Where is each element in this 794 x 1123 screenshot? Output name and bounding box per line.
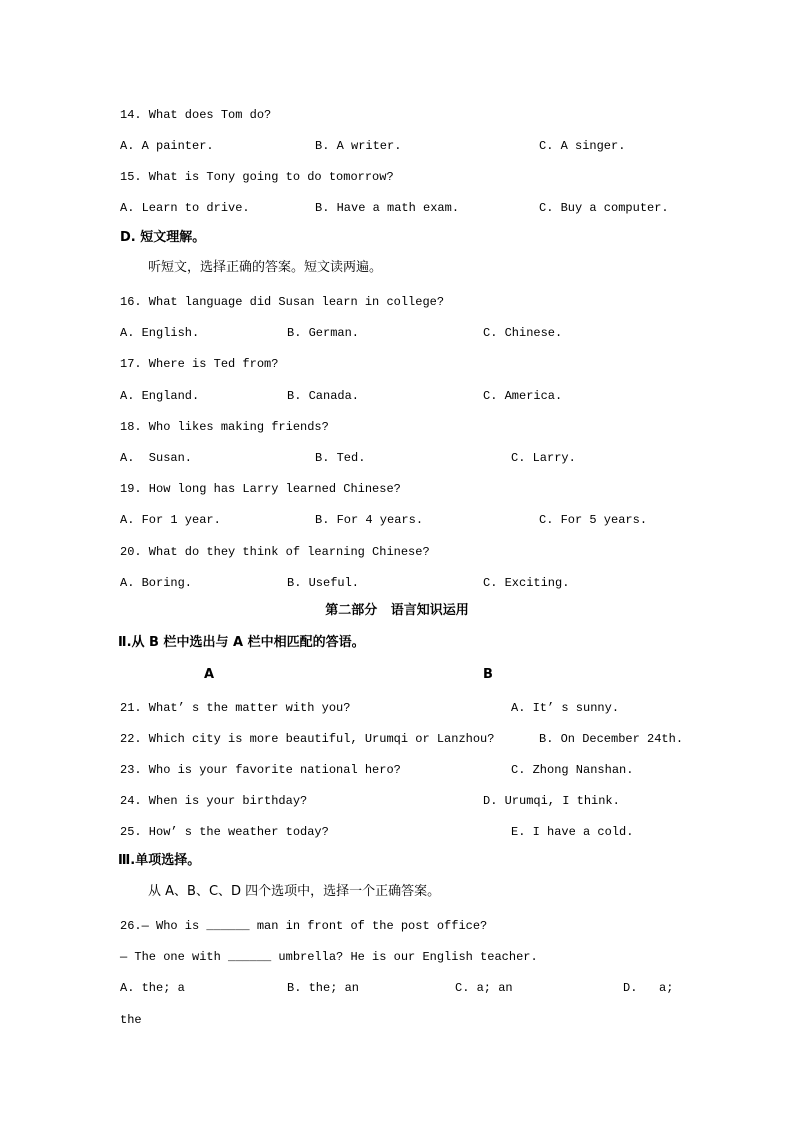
match-25-left: 25. How’ s the weather today?	[120, 825, 329, 839]
option-19-c: C. For 5 years.	[539, 513, 648, 527]
column-a-header: A	[204, 667, 215, 682]
match-25-right: E. I have a cold.	[511, 825, 634, 839]
option-17-c: C. America.	[483, 389, 563, 403]
option-16-a: A. English.	[120, 326, 200, 340]
option-26-a: A. the; a	[120, 981, 185, 995]
option-17-b: B. Canada.	[287, 389, 360, 403]
option-19-b: B. For 4 years.	[315, 513, 424, 527]
question-19: 19. How long has Larry learned Chinese?	[120, 482, 401, 496]
section-d-title: D. 短文理解。	[120, 230, 206, 245]
match-23-right: C. Zhong Nanshan.	[511, 763, 634, 777]
option-15-a: A. Learn to drive.	[120, 201, 250, 215]
section-d-instruction: 听短文，选择正确的答案。短文读两遍。	[148, 260, 383, 275]
option-16-b: B. German.	[287, 326, 360, 340]
question-15: 15. What is Tony going to do tomorrow?	[120, 170, 394, 184]
option-20-b: B. Useful.	[287, 576, 360, 590]
option-19-a: A. For 1 year.	[120, 513, 221, 527]
option-14-b: B. A writer.	[315, 139, 402, 153]
option-18-c: C. Larry.	[511, 451, 576, 465]
option-26-c: C. a; an	[455, 981, 513, 995]
option-15-b: B. Have a math exam.	[315, 201, 460, 215]
part-2-title: 第二部分 语言知识运用	[325, 603, 469, 618]
question-16: 16. What language did Susan learn in college?	[120, 295, 445, 309]
option-26-d: D. a;	[623, 981, 674, 995]
section-iii-instruction: 从 A、B、C、D 四个选项中，选择一个正确答案。	[148, 884, 441, 899]
option-14-a: A. A painter.	[120, 139, 214, 153]
option-15-c: C. Buy a computer.	[539, 201, 669, 215]
option-20-a: A. Boring.	[120, 576, 193, 590]
column-b-header: B	[483, 667, 493, 682]
match-22-right: B. On December 24th.	[539, 732, 684, 746]
question-18: 18. Who likes making friends?	[120, 420, 329, 434]
section-ii-title: Ⅱ.从 B 栏中选出与 A 栏中相匹配的答语。	[118, 635, 365, 650]
section-iii-title: Ⅲ.单项选择。	[118, 853, 201, 868]
match-23-left: 23. Who is your favorite national hero?	[120, 763, 401, 777]
question-26-line-2: — The one with ______ umbrella? He is our English teacher.	[120, 950, 538, 964]
option-26-d-continued: the	[120, 1013, 142, 1027]
question-26-line-1: 26.— Who is ______ man in front of the post office?	[120, 919, 488, 933]
option-17-a: A. England.	[120, 389, 200, 403]
option-20-c: C. Exciting.	[483, 576, 570, 590]
question-20: 20. What do they think of learning Chinese?	[120, 545, 430, 559]
match-22-left: 22. Which city is more beautiful, Urumqi or Lanzhou?	[120, 732, 495, 746]
option-16-c: C. Chinese.	[483, 326, 563, 340]
option-14-c: C. A singer.	[539, 139, 626, 153]
option-18-a: A. Susan.	[120, 451, 193, 465]
match-24-left: 24. When is your birthday?	[120, 794, 308, 808]
match-21-right: A. It’ s sunny.	[511, 701, 620, 715]
match-24-right: D. Urumqi, I think.	[483, 794, 620, 808]
option-18-b: B. Ted.	[315, 451, 366, 465]
question-17: 17. Where is Ted from?	[120, 357, 279, 371]
question-14: 14. What does Tom do?	[120, 108, 272, 122]
match-21-left: 21. What’ s the matter with you?	[120, 701, 351, 715]
option-26-b: B. the; an	[287, 981, 360, 995]
